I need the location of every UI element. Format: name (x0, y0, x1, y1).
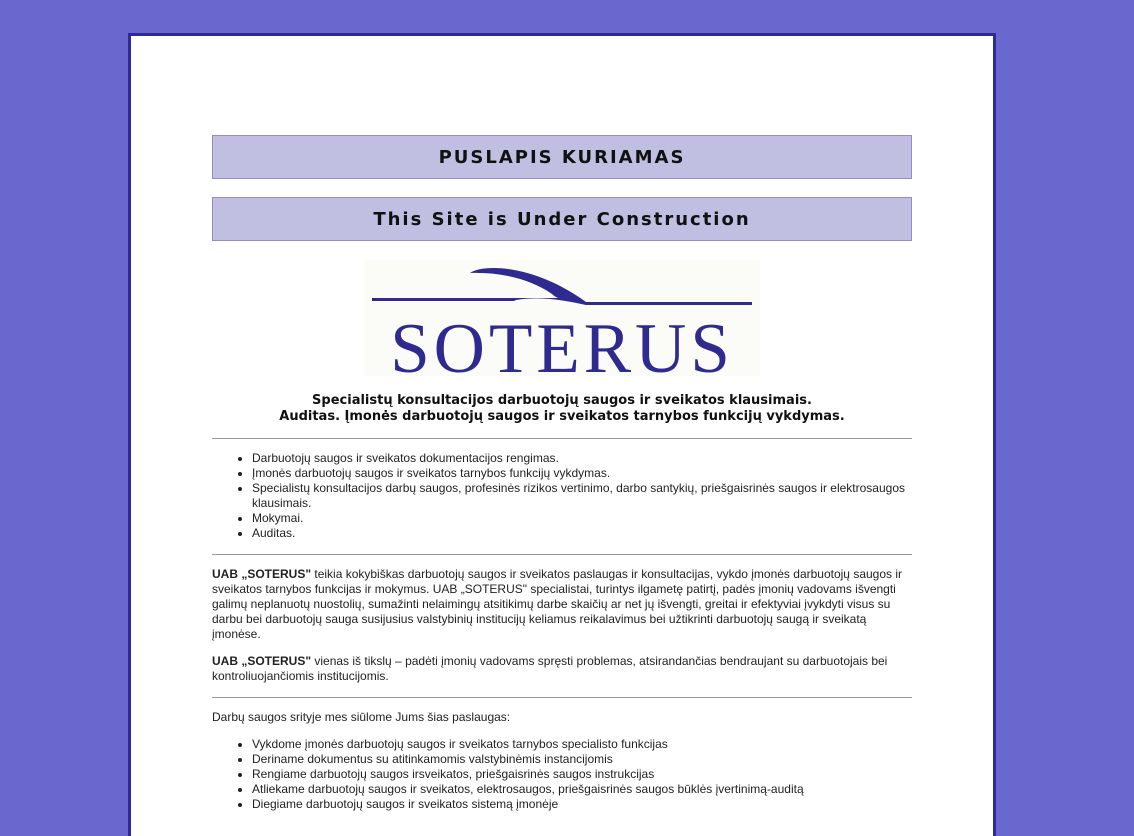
list-item: • Specialistų konsultacijos darbų saugos, profesinės rizikos vertinimo, darbo santykių, priešgaisrinės saugos ir elektrosaugos klausimais. (252, 481, 912, 511)
company-name: UAB „SOTERUS" (212, 654, 312, 668)
logo-wrap (212, 260, 912, 376)
offer-intro: Darbų saugos srityje mes siūlome Jums šias paslaugas: (212, 710, 511, 724)
tagline-line-2: Auditas. Įmonės darbuotojų saugos ir sveikatos tarnybos funkcijų vykdymas. (279, 409, 845, 424)
list-item: • Vykdome įmonės darbuotojų saugos ir sveikatos tarnybos specialisto funkcijas (252, 737, 912, 752)
services-list (212, 451, 912, 541)
tagline (212, 393, 912, 425)
about-paragraph-2 (212, 654, 912, 684)
list-item: • Įmonės darbuotojų saugos ir sveikatos tarnybos funkcijų vykdymas. (252, 466, 912, 481)
list-item: • Deriname dokumentus su atitinkamomis valstybinėmis instancijomis (252, 752, 912, 767)
list-item: • Diegiame darbuotojų saugos ir sveikatos sistemą įmonėje (252, 797, 912, 812)
list-item: • Auditas. (252, 526, 912, 541)
about-paragraph-1 (212, 567, 912, 642)
banner-under-construction-lt: PUSLAPIS KURIAMAS (212, 135, 912, 179)
divider (212, 438, 912, 439)
divider (212, 697, 912, 698)
list-item: • Rengiame darbuotojų saugos irsveikatos, priešgaisrinės saugos instrukcijas (252, 767, 912, 782)
list-item: • Darbuotojų saugos ir sveikatos dokumentacijos rengimas. (252, 451, 912, 466)
main-content (212, 135, 912, 812)
divider (212, 554, 912, 555)
tagline-line-1: Specialistų konsultacijos darbuotojų saugos ir sveikatos klausimais. (312, 393, 812, 408)
logo-wave (372, 268, 752, 305)
about-text-1: teikia kokybiškas darbuotojų saugos ir sveikatos paslaugas ir konsultacijas, vykdo įmonės darbuotojų saugos ir sveikatos tarnybos funkcijas ir mokymus. UAB „SOTERUS" specialistai, turintys ilgametę patirtį, padės įmonių vadovams išvengti galimų neplanuotų nuostolių, sumažinti nelaimingų atsitikimų darbe skaičių ar net jų išvengti, greitai ir efektyviai įvykdyti visus su darbu bei darbuotojų sauga susijusius valstybinių institucijų keliamus reikalavimus bei užtikrinti darbuotojų saugą ir sveikatą įmonėse. (212, 567, 903, 641)
soterus-logo (364, 260, 760, 376)
list-item: • Mokymai. (252, 511, 912, 526)
list-item: • Atliekame darbuotojų saugos ir sveikatos, elektrosaugos, priešgaisrinės saugos būklės įvertinimą-auditą (252, 782, 912, 797)
logo-text: SOTERUS (390, 310, 734, 376)
about-text-2: vienas iš tikslų – padėti įmonių vadovams spręsti problemas, atsirandančias bendraujant su darbuotojais bei kontroliuojančiomis institucijomis. (212, 654, 888, 683)
company-name: UAB „SOTERUS" (212, 567, 312, 581)
offer-list (212, 737, 912, 812)
banner-under-construction-en: This Site is Under Construction (212, 197, 912, 241)
page-container (128, 33, 996, 836)
